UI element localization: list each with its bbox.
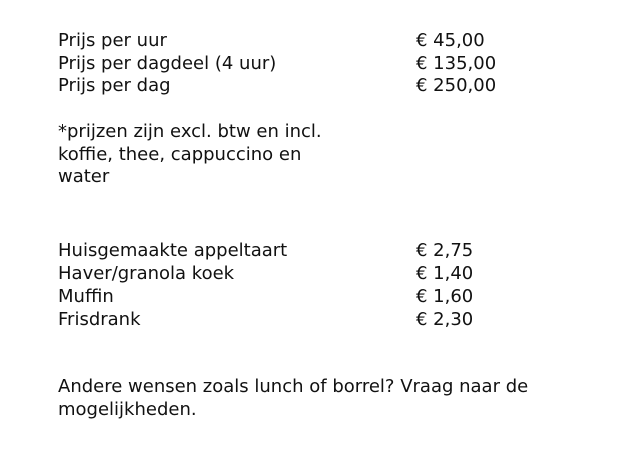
price-note: *prijzen zijn excl. btw en incl. koffie, thee, cappuccino en water — [58, 121, 322, 187]
item-label: Frisdrank — [58, 309, 141, 330]
rate-label: Prijs per dag — [58, 75, 171, 96]
item-price: € 2,75 — [416, 240, 474, 261]
item-label: Haver/granola koek — [58, 263, 235, 284]
rate-label: Prijs per uur — [58, 30, 167, 51]
rate-price: € 250,00 — [416, 75, 497, 96]
rate-row-hour — [58, 30, 578, 53]
rate-label: Prijs per dagdeel (4 uur) — [58, 52, 277, 74]
item-row-appeltaart — [58, 240, 578, 263]
rate-price: € 135,00 — [416, 52, 497, 74]
item-price: € 1,40 — [416, 263, 474, 284]
item-row-frisdrank — [58, 309, 578, 332]
item-price: € 1,60 — [416, 286, 474, 307]
rate-row-day — [58, 75, 578, 98]
item-price: € 2,30 — [416, 309, 474, 330]
item-label: Muffin — [58, 286, 114, 307]
closing-text: Andere wensen zoals lunch of borrel? Vraag naar de mogelijkheden. — [58, 376, 529, 420]
rate-price: € 45,00 — [416, 30, 485, 51]
item-row-koek — [58, 263, 578, 286]
item-row-muffin — [58, 286, 578, 309]
item-label: Huisgemaakte appeltaart — [58, 240, 288, 261]
rate-row-half-day — [58, 53, 578, 76]
